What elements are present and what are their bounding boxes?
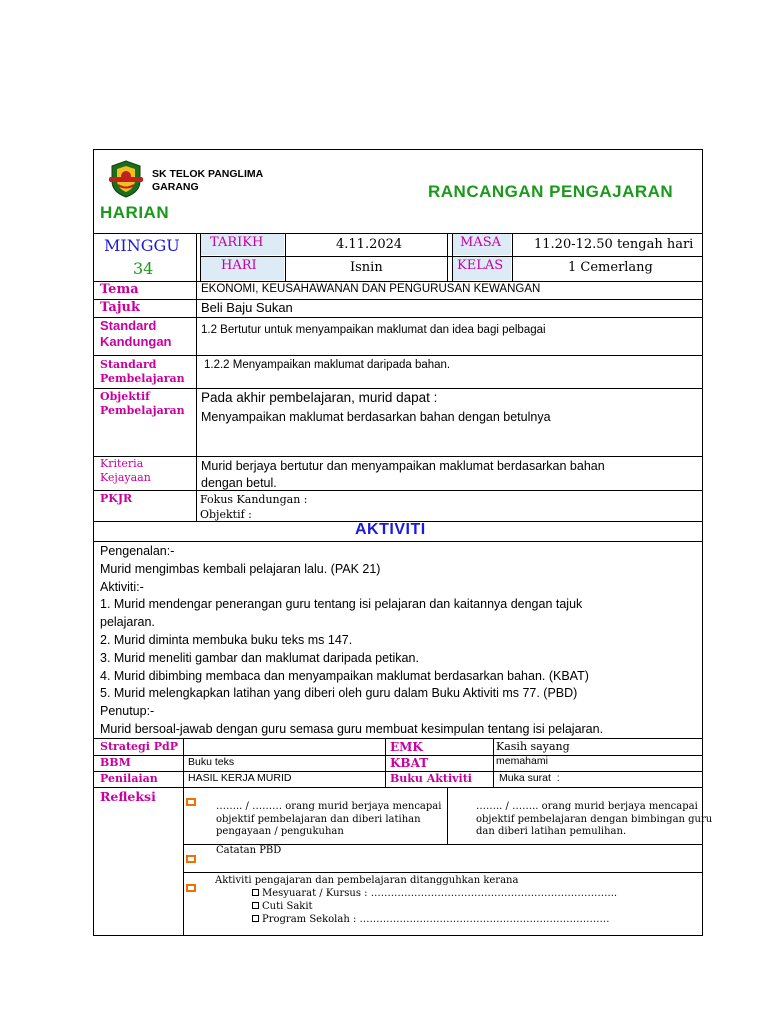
strategi-label: Strategi PdP <box>100 740 178 753</box>
aktiviti-line: pelajaran. <box>100 615 155 630</box>
kriteria-label-1: Kriteria <box>100 457 144 470</box>
kriteria-label <box>100 457 151 485</box>
checkbox-icon <box>252 902 259 909</box>
pkjr-objektif: Objektif : <box>200 508 252 521</box>
refleksi-pemulihan-text <box>476 801 712 839</box>
refleksi-right-line-1: …….. / …….. orang murid berjaya mencapai <box>476 801 698 812</box>
kriteria-value-1: Murid berjaya bertutur dan menyampaikan maklumat berdasarkan bahan <box>201 459 605 473</box>
refleksi-pengayaan-checkbox[interactable] <box>186 791 196 810</box>
ditangguhkan-label: Aktiviti pengajaran dan pembelajaran ditangguhkan kerana <box>215 875 519 886</box>
checkbox-icon <box>252 915 259 922</box>
option-cuti-sakit[interactable] <box>252 900 617 913</box>
tarikh-value: 4.11.2024 <box>336 237 403 252</box>
aktiviti-line: 5. Murid melengkapkan latihan yang diberi oleh guru dalam Buku Aktiviti ms 77. (PBD) <box>100 686 578 701</box>
pkjr-fokus: Fokus Kandungan : <box>200 493 308 506</box>
emk-value: Kasih sayang <box>496 740 570 753</box>
standard-pembelajaran-value: 1.2.2 Menyampaikan maklumat daripada bahan. <box>204 359 451 371</box>
minggu-label: MINGGU <box>104 236 180 255</box>
pkjr-label: PKJR <box>100 492 133 505</box>
school-name-line-1: SK TELOK PANGLIMA <box>152 168 264 180</box>
checkbox-icon <box>252 889 259 896</box>
standard-pembelajaran-label-1: Standard <box>100 358 157 371</box>
aktiviti-line: 1. Murid mendengar penerangan guru tentang isi pelajaran dan kaitannya dengan tajuk <box>100 597 583 612</box>
tema-value: EKONOMI, KEUSAHAWANAN DAN PENGURUSAN KEWANGAN <box>201 283 541 295</box>
kbat-value: memahami <box>496 755 548 767</box>
hari-value: Isnin <box>350 260 383 275</box>
aktiviti-line: 4. Murid dibimbing membaca dan menyampaikan maklumat berdasarkan bahan. (KBAT) <box>100 668 589 683</box>
page-title-line-2: HARIAN <box>100 203 170 222</box>
standard-pembelajaran-label-2: Pembelajaran <box>100 372 185 385</box>
aktiviti-line: Pengenalan:- <box>100 544 175 558</box>
standard-kandungan-label <box>100 318 172 350</box>
ditangguhkan-options <box>252 887 617 926</box>
buku-aktiviti-label: Buku Aktiviti <box>390 772 472 785</box>
emk-label: EMK <box>390 740 423 754</box>
tajuk-value: Beli Baju Sukan <box>201 300 293 315</box>
objektif-value-2: Menyampaikan maklumat berdasarkan bahan dengan betulnya <box>201 410 551 424</box>
penilaian-value: HASIL KERJA MURID <box>188 772 292 784</box>
refleksi-right-line-3: dan diberi latihan pemulihan. <box>476 826 627 837</box>
aktiviti-line: 2. Murid diminta membuka buku teks ms 147. <box>100 632 353 647</box>
masa-label: MASA <box>460 235 501 250</box>
penilaian-label: Penilaian <box>100 772 158 785</box>
refleksi-left-line-1: …….. / ……… orang murid berjaya mencapai <box>216 801 442 812</box>
kriteria-value <box>201 458 605 492</box>
objektif-label-2: Pembelajaran <box>100 404 185 417</box>
objektif-label <box>100 390 185 418</box>
tarikh-label: TARIKH <box>210 235 264 250</box>
tema-label: Tema <box>100 282 139 297</box>
catatan-pbd-checkbox[interactable] <box>186 848 196 867</box>
refleksi-pengayaan-text <box>216 801 441 839</box>
aktiviti-line: 3. Murid meneliti gambar dan maklumat daripada petikan. <box>100 650 419 665</box>
buku-aktiviti-value: Muka surat : <box>499 772 560 784</box>
standard-kandungan-label-2: Kandungan <box>100 334 172 349</box>
tajuk-label: Tajuk <box>100 300 141 315</box>
page-title: RANCANGAN PENGAJARAN <box>428 182 674 201</box>
school-name <box>152 168 263 194</box>
masa-value: 11.20-12.50 tengah hari <box>534 237 694 252</box>
aktiviti-line: Murid bersoal-jawab dengan guru semasa guru membuat kesimpulan tentang isi pelajaran. <box>100 721 604 736</box>
refleksi-label: Refleksi <box>100 789 156 804</box>
standard-kandungan-label-1: Standard <box>100 318 157 333</box>
pkjr-value <box>200 492 308 522</box>
aktiviti-line: Penutup:- <box>100 704 155 719</box>
school-name-line-2: GARANG <box>152 181 199 193</box>
option-cuti-sakit-label: Cuti Sakit <box>262 901 313 912</box>
refleksi-right-line-2: objektif pembelajaran dengan bimbingan guru <box>476 813 713 825</box>
kriteria-value-2: dengan betul. <box>201 476 277 490</box>
school-logo <box>106 159 146 199</box>
aktiviti-line: Aktiviti:- <box>100 579 144 594</box>
objektif-value-1: Pada akhir pembelajaran, murid dapat : <box>201 390 438 405</box>
kelas-label: KELAS <box>457 258 504 273</box>
aktiviti-line: Murid mengimbas kembali pelajaran lalu. (PAK 21) <box>100 561 381 576</box>
bbm-label: BBM <box>100 756 131 769</box>
aktiviti-heading: AKTIVITI <box>355 521 426 538</box>
kbat-label: KBAT <box>390 756 429 770</box>
ditangguhkan-checkbox[interactable] <box>186 877 196 896</box>
refleksi-left-line-2: objektif pembelajaran dan diberi latihan <box>216 813 421 825</box>
aktiviti-body <box>100 543 700 739</box>
option-mesyuarat-label: Mesyuarat / Kursus : ……………………………………………………………….. <box>262 888 618 899</box>
kelas-value: 1 Cemerlang <box>568 260 653 275</box>
catatan-pbd-label: Catatan PBD <box>216 845 282 856</box>
kriteria-label-2: Kejayaan <box>100 471 151 484</box>
option-program-sekolah-label: Program Sekolah : ………………………………………………………………… <box>262 914 610 925</box>
objektif-label-1: Objektif <box>100 390 150 403</box>
option-mesyuarat[interactable] <box>252 887 617 900</box>
minggu-value: 34 <box>133 259 154 278</box>
refleksi-left-line-3: pengayaan / pengukuhan <box>216 826 344 837</box>
hari-label: HARI <box>221 258 257 273</box>
option-program-sekolah[interactable] <box>252 913 617 926</box>
standard-pembelajaran-label <box>100 358 185 386</box>
standard-kandungan-value: 1.2 Bertutur untuk menyampaikan maklumat dan idea bagi pelbagai <box>201 324 546 336</box>
bbm-value: Buku teks <box>188 756 235 768</box>
